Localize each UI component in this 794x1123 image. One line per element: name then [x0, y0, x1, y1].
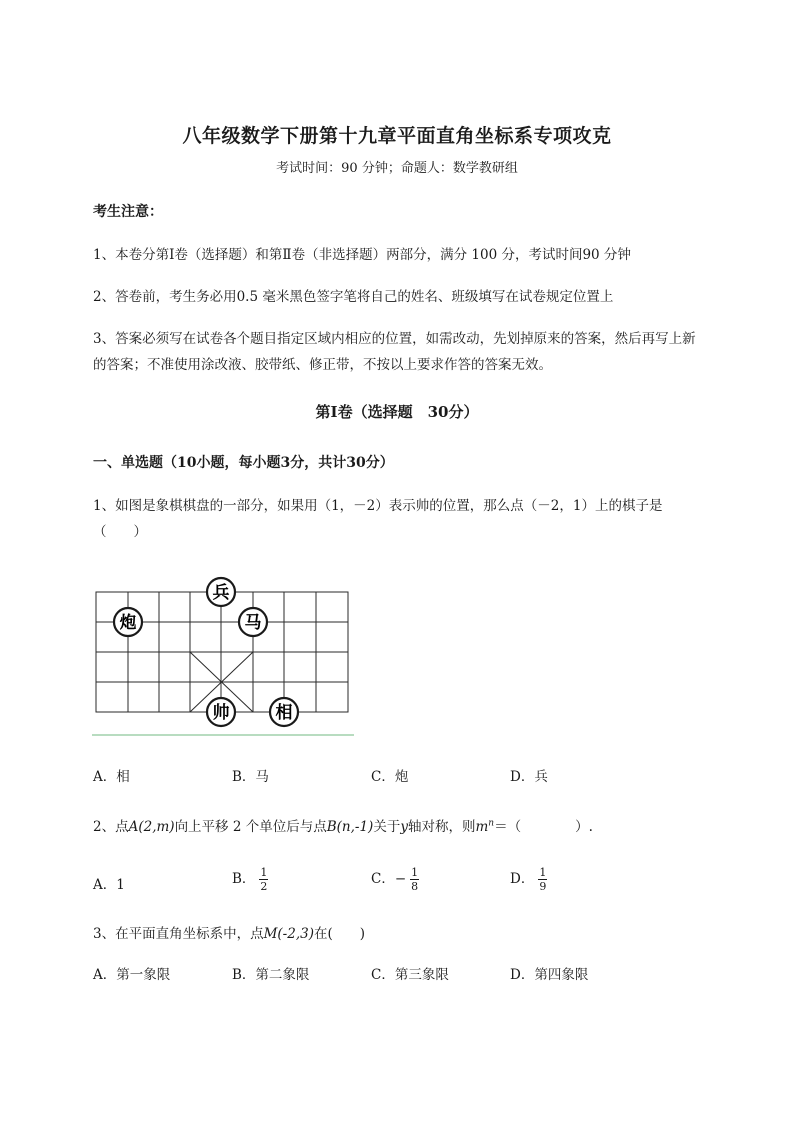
question-2-option-a: A．1 [93, 877, 125, 893]
notice-item-1: 1、本卷分第Ⅰ卷（选择题）和第Ⅱ卷（非选择题）两部分，满分 100 分，考试时间90 分钟 [93, 247, 631, 263]
svg-text:相: 相 [275, 703, 293, 723]
question-1-option-c: C．炮 [371, 769, 409, 785]
question-2-option-d: D． $\frac{1}{9}$ [510, 866, 547, 893]
fraction: $\frac{1}{9}$ [539, 866, 547, 893]
question-3-option-d: D．第四象限 [510, 967, 589, 983]
notice-item-3: 3、答案必须写在试卷各个题目指定区域内相应的位置，如需改动，先划掉原来的答案，然后再写上新 [93, 331, 696, 347]
page-title: 八年级数学下册第十九章平面直角坐标系专项攻克 [182, 125, 612, 147]
question-2-option-b: B． $\frac{1}{2}$ [232, 866, 268, 893]
svg-text:帅: 帅 [212, 703, 230, 723]
part-heading: 一、单选题（10小题，每小题3分，共计30分） [93, 455, 394, 471]
piece-pao [114, 608, 142, 636]
piece-shuai [207, 698, 235, 726]
exam-info: 考试时间：90 分钟；命题人：数学教研组 [276, 161, 518, 176]
question-3-option-c: C．第三象限 [371, 967, 449, 983]
svg-text:炮: 炮 [119, 613, 137, 633]
piece-bing [207, 578, 235, 606]
piece-ma [239, 608, 267, 636]
question-1-stem: 1、如图是象棋棋盘的一部分，如果用（1，－2）表示帅的位置，那么点（－2，1）上的棋子是 [93, 498, 663, 514]
notice-item-3-continued: 的答案；不准使用涂改液、胶带纸、修正带，不按以上要求作答的答案无效。 [93, 357, 552, 373]
question-1-option-a: A．相 [93, 769, 130, 785]
question-2-option-c: C．− $\frac{1}{8}$ [371, 866, 419, 893]
question-1-stem-bracket: （ ） [93, 524, 147, 540]
question-1-option-d: D．兵 [510, 769, 548, 785]
question-3-stem: 3、在平面直角坐标系中，点M(-2,3)在( ) [93, 926, 366, 942]
notice-item-2: 2、答卷前，考生务必用0.5 毫米黑色签字笔将自己的姓名、班级填写在试卷规定位置上 [93, 289, 614, 305]
question-2-stem: 2、点A(2,m)向上平移 2 个单位后与点B(n,-1)关于y轴对称，则$m^n=$（ ）. [93, 818, 593, 835]
svg-text:兵: 兵 [212, 583, 230, 603]
fraction: $\frac{1}{8}$ [411, 866, 419, 893]
question-3-option-b: B．第二象限 [232, 967, 310, 983]
piece-xiang [270, 698, 298, 726]
question-1-option-b: B．马 [232, 769, 269, 785]
svg-text:马: 马 [244, 613, 262, 633]
notice-heading: 考生注意： [93, 204, 163, 220]
section-title: 第Ⅰ卷（选择题 30分） [315, 403, 479, 421]
chess-board-figure [88, 570, 358, 740]
question-3-option-a: A．第一象限 [93, 967, 171, 983]
fraction: $\frac{1}{2}$ [260, 866, 268, 893]
